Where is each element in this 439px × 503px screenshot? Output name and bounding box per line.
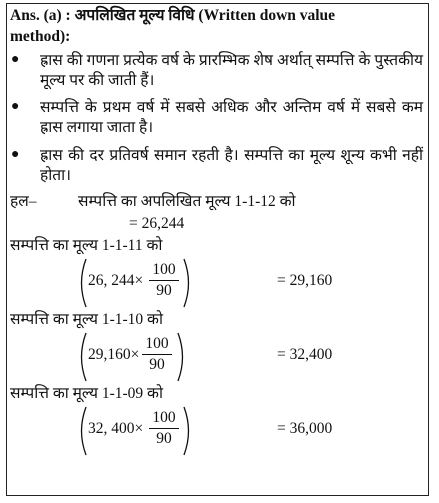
step-caption-1: सम्पत्ति का मूल्य 1-1-11 को <box>10 237 163 254</box>
expression-3 <box>76 406 196 456</box>
step-caption-2: सम्पत्ति का मूल्य 1-1-10 को <box>10 311 163 328</box>
step-result-1: = 29,160 <box>277 272 333 289</box>
answer-heading-cont: method): <box>10 28 71 45</box>
fraction-numerator: 100 <box>152 261 176 278</box>
left-paren <box>76 258 88 308</box>
bullet-marker: ● <box>11 147 20 162</box>
bullet-marker: ● <box>11 52 20 67</box>
step-result-2: = 32,400 <box>277 346 333 363</box>
fraction-denominator: 90 <box>156 282 172 299</box>
fraction-denominator: 90 <box>149 356 165 373</box>
expression-base: 32, 400× <box>88 420 144 437</box>
fraction <box>149 409 179 448</box>
fraction-denominator: 90 <box>156 430 172 447</box>
right-paren <box>182 258 194 308</box>
step-result-3: = 36,000 <box>277 420 333 437</box>
right-paren <box>176 332 188 382</box>
left-paren <box>76 332 88 382</box>
expression-base: 29,160× <box>88 346 140 363</box>
fraction-bar <box>142 354 172 355</box>
bullet-text-2: सम्पत्ति के प्रथम वर्ष में सबसे अधिक और अन्तिम वर्ष में सबसे कम ह्रास लगाया जाता है। <box>40 99 423 136</box>
left-paren <box>76 406 88 456</box>
fraction-numerator: 100 <box>145 335 169 352</box>
expression-1 <box>76 258 196 308</box>
fraction-bar <box>149 428 179 429</box>
fraction <box>149 261 179 300</box>
bullet-marker: ● <box>11 99 20 114</box>
bullet-text-3: ह्रास की दर प्रतिवर्ष समान रहती है। सम्पत्ति का मूल्य शून्य कभी नहीं होता। <box>40 147 423 184</box>
solution-line-1: सम्पत्ति का अपलिखित मूल्य 1-1-12 को <box>78 193 296 210</box>
fraction <box>142 335 172 374</box>
step-caption-3: सम्पत्ति का मूल्य 1-1-09 को <box>10 385 163 402</box>
fraction-bar <box>149 280 179 281</box>
answer-heading: Ans. (a) : अपलिखित मूल्य विधि (Written down value <box>10 7 336 24</box>
solution-value-1: = 26,244 <box>129 215 185 232</box>
fraction-numerator: 100 <box>152 409 176 426</box>
right-paren <box>182 406 194 456</box>
expression-2 <box>76 332 196 382</box>
solution-label: हल– <box>10 193 37 210</box>
expression-base: 26, 244× <box>88 272 144 289</box>
bullet-text-1: ह्रास की गणना प्रत्येक वर्ष के प्रारम्भिक शेष अर्थात् सम्पत्ति के पुस्तकीय मूल्य पर की जाती हैं। <box>40 52 423 89</box>
